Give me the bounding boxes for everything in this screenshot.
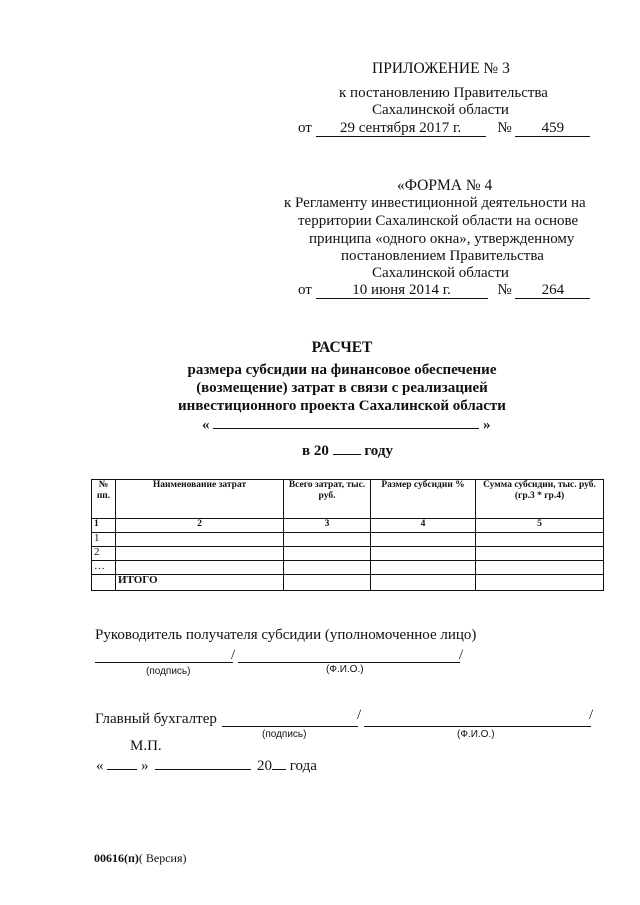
quote-open: «: [202, 417, 210, 433]
appendix-line-2: Сахалинской области: [372, 102, 509, 118]
table-total-row: [92, 575, 604, 591]
table-cell: [116, 547, 284, 561]
footer-code-row: [94, 851, 187, 866]
year-row: [302, 440, 393, 460]
date-quote-close: »: [141, 758, 149, 774]
head-sign-hint: (подпись): [146, 666, 191, 677]
footer-code: 00616(п): [94, 851, 139, 865]
slash-divider: /: [231, 647, 236, 663]
table-cell: [116, 561, 284, 575]
column-number: 2: [116, 519, 284, 533]
head-signature-label: Руководитель получателя субсидии (уполномоченное лицо): [95, 627, 477, 643]
header-cell-number: № пп.: [92, 480, 116, 519]
accountant-sign-line: [222, 726, 358, 727]
header-cell-name: Наименование затрат: [116, 480, 284, 519]
appendix-number: 459: [515, 121, 590, 137]
table-cell: [371, 547, 476, 561]
accountant-label: Главный бухгалтер: [95, 711, 217, 727]
head-sign-line: [95, 662, 233, 663]
header-cell-sum: Сумма субсидии, тыс. руб. (гр.3 * гр.4): [476, 480, 604, 519]
year-prefix: 20: [257, 758, 272, 774]
date-quote-open: «: [96, 758, 104, 774]
table-cell: [476, 575, 604, 591]
calc-line-3: инвестиционного проекта Сахалинской области: [178, 398, 506, 414]
calc-table: [91, 479, 604, 591]
slash-divider: /: [357, 707, 362, 723]
calc-line-1: размера субсидии на финансовое обеспечение: [187, 362, 497, 378]
calc-line-2: (возмещение) затрат в связи с реализацией: [196, 380, 488, 396]
head-fio-hint: (Ф.И.О.): [326, 664, 364, 675]
table-row: [92, 547, 604, 561]
table-cell: [476, 547, 604, 561]
from-label: от: [298, 120, 312, 136]
form-line-3: принципа «одного окна», утвержденному: [309, 231, 575, 247]
row-number: 2: [92, 547, 116, 561]
total-label: ИТОГО: [116, 575, 284, 591]
head-fio-line: [238, 662, 460, 663]
stamp-place: М.П.: [130, 738, 162, 754]
accountant-sign-hint: (подпись): [262, 729, 307, 740]
slash-divider: /: [589, 707, 594, 723]
table-row: [92, 561, 604, 575]
form-date: 10 июня 2014 г.: [316, 283, 488, 299]
number-label: №: [497, 282, 512, 298]
project-name-row: [202, 414, 491, 434]
calc-title: РАСЧЕТ: [311, 339, 373, 356]
form-number: 264: [515, 283, 590, 299]
form-date-row: [298, 282, 590, 299]
form-line-5: Сахалинской области: [372, 265, 509, 281]
slash-divider: /: [459, 647, 464, 663]
form-line-1: к Регламенту инвестиционной деятельности на: [284, 195, 586, 211]
sign-date-row: [96, 755, 317, 775]
day-field: [107, 755, 137, 770]
accountant-fio-line: [364, 726, 591, 727]
table-cell: [284, 561, 371, 575]
column-number: 3: [284, 519, 371, 533]
table-cell: [371, 533, 476, 547]
table-cell: [284, 575, 371, 591]
header-cell-percent: Размер субсидии %: [371, 480, 476, 519]
table-cell: [476, 561, 604, 575]
table-cell: [371, 575, 476, 591]
accountant-fio-hint: (Ф.И.О.): [457, 729, 495, 740]
appendix-date: 29 сентября 2017 г.: [316, 121, 486, 137]
table-header-row: [92, 480, 604, 519]
row-number: 1: [92, 533, 116, 547]
column-number: 1: [92, 519, 116, 533]
table-cell: [92, 575, 116, 591]
table-cell: [371, 561, 476, 575]
year-prefix: в 20: [302, 443, 329, 459]
table-cell: [284, 533, 371, 547]
row-number: …: [92, 561, 116, 575]
year-field: [333, 440, 361, 455]
form-line-2: территории Сахалинской области на основе: [298, 213, 579, 229]
month-field: [155, 755, 251, 770]
appendix-line-1: к постановлению Правительства: [339, 85, 548, 101]
footer-version: ( Версия): [138, 851, 187, 865]
form-title: «ФОРМА № 4: [397, 177, 493, 194]
column-number: 4: [371, 519, 476, 533]
from-label: от: [298, 282, 312, 298]
form-line-4: постановлением Правительства: [341, 248, 544, 264]
number-label: №: [497, 120, 512, 136]
header-cell-total: Всего затрат, тыс. руб.: [284, 480, 371, 519]
year-suffix: года: [289, 758, 317, 774]
table-cell: [476, 533, 604, 547]
year-suffix: году: [364, 443, 393, 459]
column-number-row: [92, 519, 604, 533]
quote-close: »: [483, 417, 491, 433]
table-cell: [116, 533, 284, 547]
appendix-title: ПРИЛОЖЕНИЕ № 3: [372, 60, 510, 77]
table-row: [92, 533, 604, 547]
year-field: [272, 755, 286, 770]
appendix-date-row: [298, 120, 590, 137]
project-name-field: [213, 414, 479, 429]
table-cell: [284, 547, 371, 561]
column-number: 5: [476, 519, 604, 533]
